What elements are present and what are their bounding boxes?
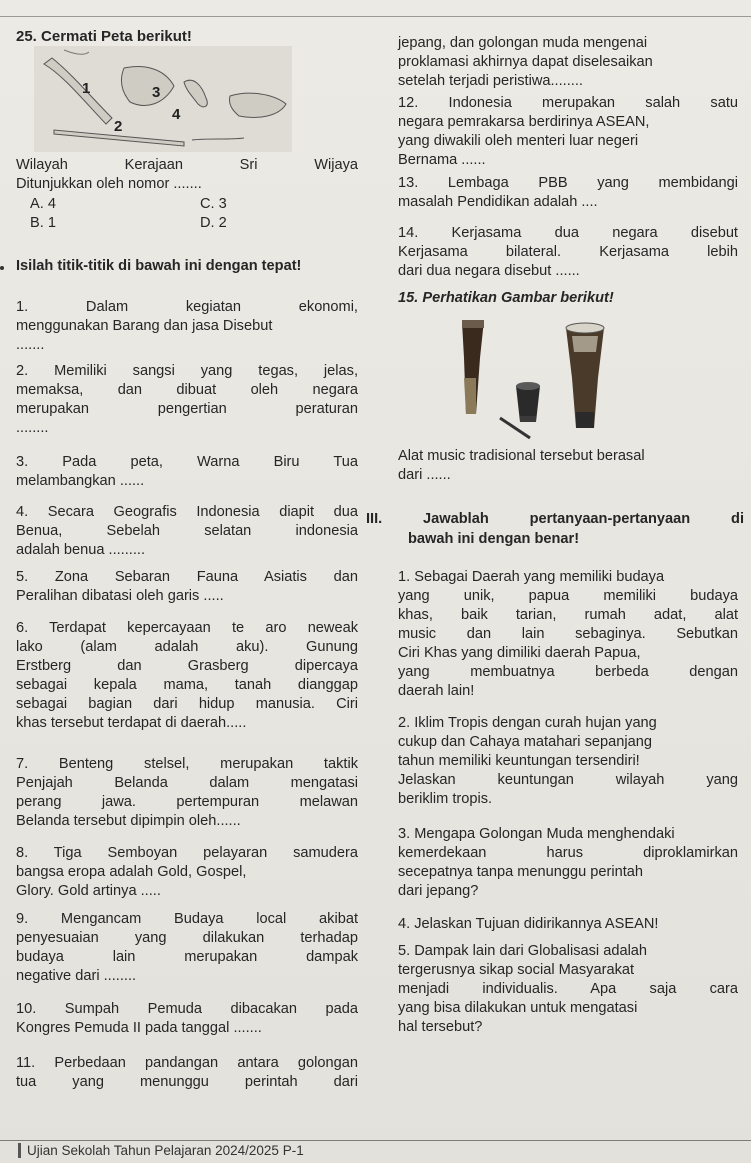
item-9-line: 9. Mengancam Budaya local akibat xyxy=(16,911,358,927)
essay-5 xyxy=(398,942,738,1037)
item-1-line: ....... xyxy=(16,337,45,353)
essay-3-line: kemerdekaan harus diproklamirkan xyxy=(398,845,738,861)
essay-1-line: daerah lain! xyxy=(398,683,475,699)
item-4-line: Benua, Sebelah selatan indonesia xyxy=(16,523,358,539)
essay-3 xyxy=(398,825,738,901)
option-c: C. 3 xyxy=(200,196,227,212)
essay-1-line: 1. Sebagai Daerah yang memiliki budaya xyxy=(398,569,665,585)
item-14-line: dari dua negara disebut ...... xyxy=(398,263,580,279)
essay-5-line: hal tersebut? xyxy=(398,1019,483,1035)
item-10-line: 10. Sumpah Pemuda dibacakan pada xyxy=(16,1001,358,1017)
item-14-line: Kerjasama bilateral. Kerjasama lebih xyxy=(398,244,738,260)
question-15-line2: dari ...... xyxy=(398,467,451,483)
item-3-line: 3. Pada peta, Warna Biru Tua xyxy=(16,454,358,470)
item-8-line: 8. Tiga Semboyan pelayaran samudera xyxy=(16,845,358,861)
item-14 xyxy=(398,224,738,281)
essay-2-line: tahun memiliki keuntungan tersendiri! xyxy=(398,753,640,769)
item-5-line: 5. Zona Sebaran Fauna Asiatis dan xyxy=(16,569,358,585)
section-3-line2: bawah ini dengan benar! xyxy=(408,531,580,547)
item-6-line: khas tersebut terdapat di daerah..... xyxy=(16,715,247,731)
top-rule xyxy=(0,16,751,17)
item-5-line: Peralihan dibatasi oleh garis ..... xyxy=(16,588,224,604)
map-label-4: 4 xyxy=(172,106,181,123)
item-4 xyxy=(16,503,358,560)
item-11-line: tua yang menunggu perintah dari xyxy=(16,1074,358,1090)
item-12-line: 12. Indonesia merupakan salah satu xyxy=(398,95,738,111)
item-1 xyxy=(16,298,358,355)
item-6-line: Erstberg dan Grasberg dipercaya xyxy=(16,658,358,674)
item-7-line: 7. Benteng stelsel, merupakan taktik xyxy=(16,756,358,772)
item-7-line: Penjajah Belanda dalam mengatasi xyxy=(16,775,358,791)
item-13-line: 13. Lembaga PBB yang membidangi xyxy=(398,175,738,191)
section-3-title xyxy=(366,509,744,549)
question-15-line1: Alat music tradisional tersebut berasal xyxy=(398,448,645,464)
bullet-dot xyxy=(0,266,4,270)
item-7-line: perang jawa. pertempuran melawan xyxy=(16,794,358,810)
essay-3-line: secepatnya tanpa menunggu perintah xyxy=(398,864,644,880)
item-10 xyxy=(16,1000,358,1038)
question-25-line2: Ditunjukkan oleh nomor ....... xyxy=(16,176,202,192)
essay-2-line: beriklim tropis. xyxy=(398,791,493,807)
item-3 xyxy=(16,453,358,491)
essay-4 xyxy=(398,915,738,934)
item-13-line: masalah Pendidikan adalah .... xyxy=(398,194,598,210)
essay-1 xyxy=(398,568,738,701)
essay-5-line: yang bisa dilakukan untuk mengatasi xyxy=(398,1000,638,1016)
item-7-line: Belanda tersebut dipimpin oleh...... xyxy=(16,813,241,829)
item-8 xyxy=(16,844,358,901)
question-15-title: 15. Perhatikan Gambar berikut! xyxy=(398,290,614,306)
footer xyxy=(18,1143,304,1158)
map-label-3: 3 xyxy=(152,84,161,101)
essay-1-line: music dan lain sebaginya. Sebutkan xyxy=(398,626,738,642)
essay-1-line: Ciri Khas yang dimiliki daerah Papua, xyxy=(398,645,641,661)
item-9-line: budaya lain merupakan dampak xyxy=(16,949,358,965)
option-a: A. 4 xyxy=(30,196,56,212)
item-11 xyxy=(16,1054,358,1092)
item-11-line: 11. Perbedaan pandangan antara golongan xyxy=(16,1055,358,1071)
item-6-line: 6. Terdapat kepercayaan te aro neweak xyxy=(16,620,358,636)
item-1-line: menggunakan Barang dan jasa Disebut xyxy=(16,318,273,334)
question-15-body xyxy=(398,447,738,485)
item-9-line: penyesuaian yang dilakukan terhadap xyxy=(16,930,358,946)
essay-1-line: yang unik, papua memiliki budaya xyxy=(398,588,738,604)
item-13 xyxy=(398,174,738,212)
drums-illustration xyxy=(458,318,618,442)
item-6-line: sebagai kepala mama, tanah dianggap xyxy=(16,677,358,693)
item-8-line: bangsa eropa adalah Gold, Gospel, xyxy=(16,864,247,880)
item-12-line: Bernama ...... xyxy=(398,152,486,168)
item-9-line: negative dari ........ xyxy=(16,968,137,984)
map-label-1: 1 xyxy=(82,80,91,97)
essay-5-line: 5. Dampak lain dari Globalisasi adalah xyxy=(398,943,648,959)
item-4-line: adalah benua ......... xyxy=(16,542,146,558)
essay-2-line: 2. Iklim Tropis dengan curah hujan yang xyxy=(398,715,657,731)
item-11-cont-line: setelah terjadi peristiwa........ xyxy=(398,73,583,89)
question-25-line1: Wilayah Kerajaan Sri Wijaya xyxy=(16,157,358,173)
footer-text: Ujian Sekolah Tahun Pelajaran 2024/2025 P-1 xyxy=(27,1143,304,1158)
essay-1-line: yang membuatnya berbeda dengan xyxy=(398,664,738,680)
item-2-line: memaksa, dan dibuat oleh negara xyxy=(16,382,358,398)
bottom-rule xyxy=(0,1140,751,1141)
item-2-line: merupakan pengertian peraturan xyxy=(16,401,358,417)
essay-2-line: cukup dan Cahaya matahari sepanjang xyxy=(398,734,652,750)
question-15 xyxy=(398,289,738,308)
option-b: B. 1 xyxy=(30,215,56,231)
item-11-cont-line: proklamasi akhirnya dapat diselesaikan xyxy=(398,54,653,70)
item-6-line: lako (alam adalah aku). Gunung xyxy=(16,639,358,655)
essay-2 xyxy=(398,714,738,809)
item-12-line: negara pemrakarsa berdirinya ASEAN, xyxy=(398,114,650,130)
item-9 xyxy=(16,910,358,986)
item-3-line: melambangkan ...... xyxy=(16,473,145,489)
essay-1-line: khas, baik tarian, rumah adat, alat xyxy=(398,607,738,623)
question-25-title: 25. Cermati Peta berikut! xyxy=(16,28,192,45)
item-4-line: 4. Secara Geografis Indonesia diapit dua xyxy=(16,504,358,520)
map-outline xyxy=(34,46,292,152)
item-12-line: yang diwakili oleh menteri luar negeri xyxy=(398,133,639,149)
item-11-continued xyxy=(398,34,738,91)
item-6-line: sebagai bagian dari hidup manusia. Ciri xyxy=(16,696,358,712)
essay-3-line: dari jepang? xyxy=(398,883,479,899)
traditional-drums-image xyxy=(458,318,618,442)
map-label-2: 2 xyxy=(114,118,123,135)
item-2 xyxy=(16,362,358,438)
essay-3-line: 3. Mengapa Golongan Muda menghendaki xyxy=(398,826,675,842)
item-2-line: 2. Memiliki sangsi yang tegas, jelas, xyxy=(16,363,358,379)
item-5 xyxy=(16,568,358,606)
option-d: D. 2 xyxy=(200,215,227,231)
essay-5-line: menjadi individualis. Apa saja cara xyxy=(398,981,738,997)
essay-5-line: tergerusnya sikap social Masyarakat xyxy=(398,962,635,978)
item-14-line: 14. Kerjasama dua negara disebut xyxy=(398,225,738,241)
essay-2-line: Jelaskan keuntungan wilayah yang xyxy=(398,772,738,788)
indonesia-map-image xyxy=(34,46,292,152)
section-3-line1: III. Jawablah pertanyaan-pertanyaan di xyxy=(366,511,744,527)
item-11-cont-line: jepang, dan golongan muda mengenai xyxy=(398,35,648,51)
item-1-line: 1. Dalam kegiatan ekonomi, xyxy=(16,299,358,315)
section-2-title: Isilah titik-titik di bawah ini dengan tepat! xyxy=(16,258,302,274)
footer-bar-icon xyxy=(18,1143,21,1158)
item-12 xyxy=(398,94,738,170)
item-7 xyxy=(16,755,358,831)
item-10-line: Kongres Pemuda II pada tanggal ....... xyxy=(16,1020,262,1036)
question-25-body xyxy=(16,156,358,194)
item-6 xyxy=(16,619,358,733)
item-8-line: Glory. Gold artinya ..... xyxy=(16,883,161,899)
essay-4-line: 4. Jelaskan Tujuan didirikannya ASEAN! xyxy=(398,916,659,932)
item-2-line: ........ xyxy=(16,420,49,436)
